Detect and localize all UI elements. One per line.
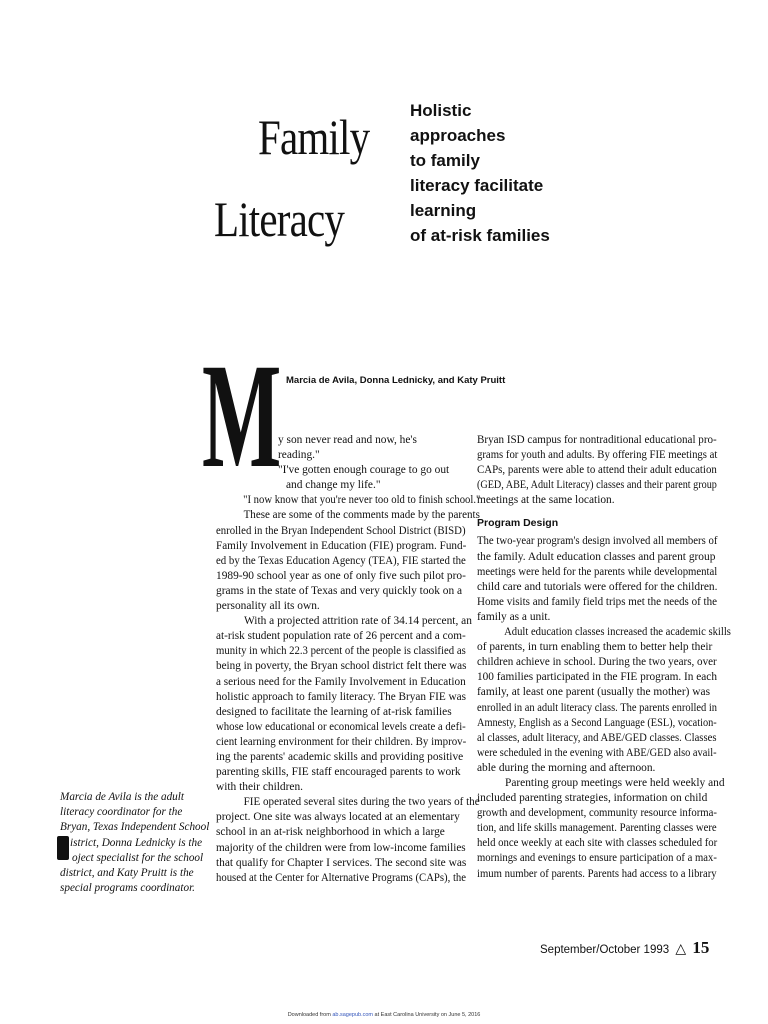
bio-line: istrict, Donna Lednicky is the — [70, 836, 203, 849]
body-line: that qualify for Chapter I services. The second site was — [216, 856, 467, 869]
title-literacy: Literacy — [214, 191, 345, 247]
bio-line: Bryan, Texas Independent School — [60, 821, 210, 834]
subtitle-line: literacy facilitate — [410, 176, 544, 195]
body-line: personality all its own. — [216, 600, 320, 613]
body-line: school in an at-risk neighborhood in which a large — [216, 826, 445, 839]
subtitle-line: of at-risk families — [410, 226, 550, 245]
scan-artifact — [57, 836, 69, 860]
title-family: Family — [258, 109, 370, 165]
right-column — [477, 433, 731, 882]
bio-line: district, and Katy Pruitt is the — [60, 867, 194, 880]
body-line: al classes, adult literacy, and ABE/GED classes. Classes — [477, 731, 717, 744]
subtitle-line: to family — [410, 151, 480, 170]
body-line: enrolled in an adult literacy class. The parents enrolled in — [477, 701, 718, 714]
body-line: housed at the Center for Alternative Programs (CAPs), the — [216, 871, 467, 884]
body-line: the family. Adult education classes and parent group — [477, 550, 716, 563]
subtitle-line: Holistic — [410, 101, 472, 120]
body-line: reading." — [278, 449, 320, 462]
body-line: cient learning environment for their children. By improv- — [216, 735, 467, 748]
body-line: grams in the state of Texas and very quickly took on a — [216, 584, 463, 597]
article-subtitle — [410, 98, 630, 248]
body-line: meetings at the same location. — [477, 494, 615, 507]
body-line: child care and tutorials were offered for the children. — [477, 580, 718, 593]
body-line: These are some of the comments made by the parents — [243, 509, 480, 522]
body-line: family, at least one parent (usually the mother) was — [477, 686, 711, 699]
body-line: With a projected attrition rate of 34.14 percent, an — [244, 615, 472, 628]
body-line: 100 families participated in the FIE program. In each — [477, 671, 717, 684]
body-line: Adult education classes increased the academic skills — [504, 626, 731, 639]
body-line: meetings were held for the parents while developmental — [477, 565, 718, 578]
body-line: enrolled in the Bryan Independent School District (BISD) — [216, 524, 466, 537]
body-line: CAPs, parents were able to attend their adult education — [477, 464, 717, 477]
body-line: The two-year program's design involved all members of — [477, 535, 718, 548]
body-line: growth and development, community resource informa- — [477, 807, 717, 820]
bio-line: Marcia de Avila is the adult — [60, 791, 184, 803]
body-line: being in poverty, the Bryan school district felt there was — [216, 660, 467, 673]
download-notice — [0, 1012, 768, 1018]
body-line: at-risk student population rate of 26 percent and a com- — [216, 630, 466, 643]
bio-line: literacy coordinator for the — [60, 806, 183, 819]
body-line: 1989-90 school year as one of only five such pilot pro- — [216, 569, 466, 582]
body-line: holistic approach to family literacy. The Bryan FIE was — [216, 690, 467, 703]
body-line: with their children. — [216, 781, 303, 794]
download-suffix: at East Carolina University on June 5, 2016 — [374, 1012, 481, 1018]
issue-date: September/October 1993 — [540, 944, 670, 956]
drop-cap: M — [202, 333, 282, 499]
body-line: Amnesty, English as a Second Language (ESL), vocation- — [477, 716, 717, 729]
triangle-icon: △ — [675, 940, 687, 956]
body-line: Home visits and family field trips met the needs of the — [477, 595, 718, 608]
body-line: family as a unit. — [477, 610, 551, 623]
author-byline: Marcia de Avila, Donna Lednicky, and Katy Pruitt — [286, 375, 506, 386]
body-line: were scheduled in the evening with ABE/GED also avail- — [477, 746, 717, 759]
body-line: y son never read and now, he's — [278, 434, 417, 446]
body-line: Parenting group meetings were held weekly and — [505, 776, 725, 789]
bio-line: oject specialist for the school — [72, 851, 204, 864]
left-column — [216, 433, 481, 886]
body-line: ed by the Texas Education Agency (TEA), FIE started the — [216, 554, 466, 567]
body-line: mornings and evenings to ensure participation of a max- — [477, 852, 717, 865]
subtitle-line: approaches — [410, 126, 506, 145]
body-line: designed to facilitate the learning of at-risk families — [216, 705, 452, 718]
body-line: parenting skills, FIE staff encouraged parents to work — [216, 766, 461, 779]
body-line: munity in which 22.3 percent of the people is classified as — [216, 645, 466, 658]
body-line: whose low educational or economical levels create a defi- — [216, 720, 466, 733]
body-line: included parenting strategies, information on child — [477, 792, 708, 805]
body-line: able during the morning and afternoon. — [477, 761, 656, 774]
body-line: and change my life." — [286, 479, 381, 492]
author-bio — [60, 790, 210, 896]
page-number: 15 — [692, 938, 710, 957]
body-line: imum number of parents. Parents had access to a library — [477, 867, 717, 880]
body-line: children achieve in school. During the two years, over — [477, 656, 717, 669]
download-site-link[interactable]: ab.sagepub.com — [332, 1012, 373, 1018]
page-footer — [540, 938, 709, 958]
section-heading: Program Design — [477, 517, 559, 530]
subtitle-line: learning — [410, 201, 477, 220]
body-line: Family Involvement in Education (FIE) program. Fund- — [216, 539, 467, 552]
body-line: "I now know that you're never too old to finish school." — [243, 494, 481, 507]
body-line: project. One site was always located at an elementary — [216, 811, 460, 824]
bio-line: special programs coordinator. — [60, 882, 195, 895]
body-line: Bryan ISD campus for nontraditional educational pro- — [477, 434, 717, 446]
body-line: grams for youth and adults. By offering FIE meetings at — [477, 449, 718, 462]
body-line: a serious need for the Family Involvement in Education — [216, 675, 466, 688]
body-line: (GED, ABE, Adult Literacy) classes and their parent group — [477, 479, 717, 492]
body-line: FIE operated several sites during the two years of the — [243, 796, 480, 809]
body-line: ing the parents' academic skills and providing positive — [216, 750, 464, 763]
body-line: tion, and life skills management. Parenting classes were — [477, 822, 717, 835]
download-prefix: Downloaded from — [287, 1012, 331, 1018]
body-line: of parents, in turn enabling them to better help their — [477, 641, 713, 654]
body-line: "I've gotten enough courage to go out — [278, 464, 450, 477]
body-line: held once weekly at each site with classes scheduled for — [477, 837, 718, 850]
body-line: majority of the children were from low-income families — [216, 841, 466, 854]
